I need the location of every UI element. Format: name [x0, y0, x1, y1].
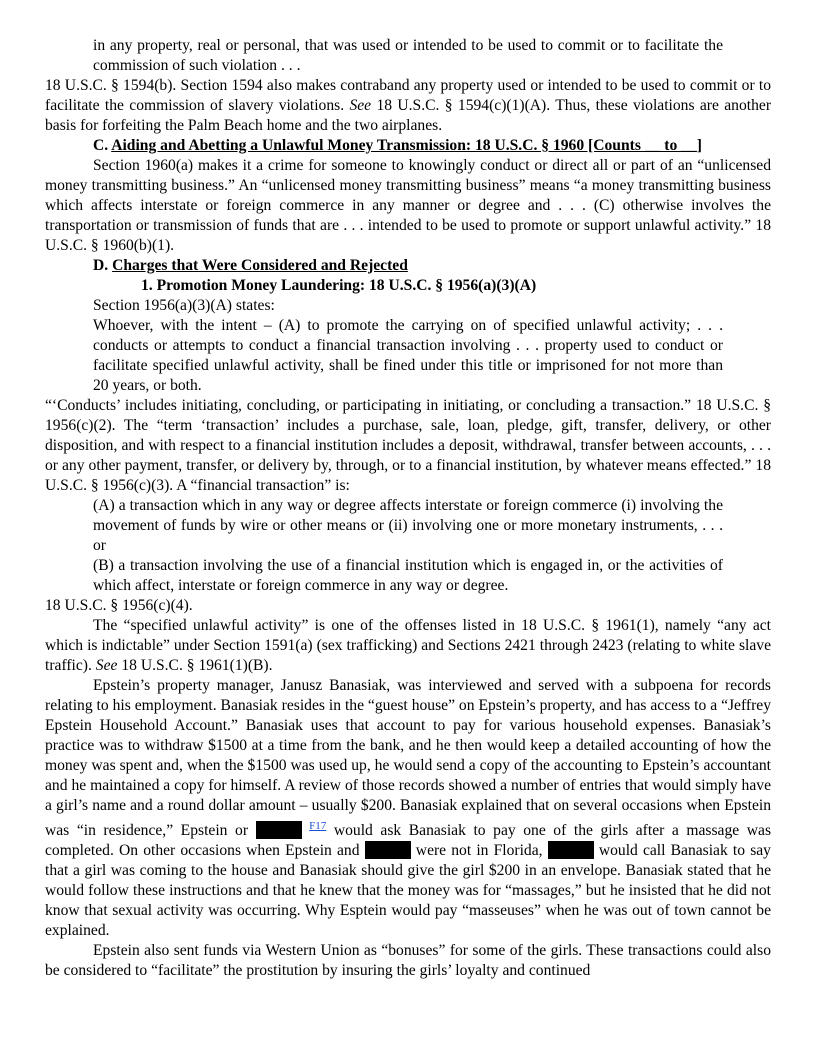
redaction-box	[365, 841, 411, 859]
paragraph-text: were not in Florida,	[410, 842, 548, 859]
statute-quote-b: (B) a transaction involving the use of a financial institution which is engaged in, or the activities of which affect, interstate or foreign commerce in any way or degree.	[93, 557, 723, 594]
heading-title: Charges that Were Considered and Rejected	[112, 257, 408, 274]
paragraph-1960: Section 1960(a) makes it a crime for someone to knowingly conduct or direct all or part of an “unlicensed money transmitting business.” An “unlicensed money transmitting business” means “a money transmitting business which affects interstate or foreign commerce in any manner or degree and . . . (C) otherwise involves the transportation or transmission of funds that are . . . intended to be used to promote or support unlawful activity.” 18 U.S.C. § 1960(b)(1).	[45, 157, 771, 254]
section-heading-c	[93, 136, 771, 156]
statute-quote-a: (A) a transaction which in any way or degree affects interstate or foreign commerce (i) involving the movement of funds by wire or other means or (ii) involving one or more monetary instruments, . . . or	[93, 497, 723, 554]
paragraph-definitions: “‘Conducts’ includes initiating, concluding, or participating in initiating, or concluding a transaction.” 18 U.S.C. § 1956(c)(2). The “term ‘transaction’ includes a purchase, sale, loan, pledge, gift, transfer, delivery, or other disposition, and with respect to a financial institution includes a deposit, withdrawal, transfer between accounts, . . . or any other payment, transfer, or delivery by, through, or to a financial institution, by whatever means effected.” 18 U.S.C. § 1956(c)(3). A “financial transaction” is:	[45, 397, 771, 494]
paragraph-text: 18 U.S.C. § 1594(c)(1)(A). Thus, these violations are another basis for forfeiting the Palm Beach home and the two airplanes.	[45, 97, 772, 134]
paragraph-text: 18 U.S.C. § 1594(b). Section 1594 also makes contraband any property used or intended to be used to commit or to facilitate the commission of slavery violations.	[45, 77, 771, 114]
paragraph-1594	[45, 76, 771, 136]
subheading-promotion-laundering: 1. Promotion Money Laundering: 18 U.S.C. § 1956(a)(3)(A)	[141, 277, 537, 294]
statute-quote-1594: in any property, real or personal, that was used or intended to be used to commit or to facilitate the commission of such violation . . .	[93, 37, 723, 74]
statute-quote-1956: Whoever, with the intent – (A) to promote the carrying on of specified unlawful activity; . . . conducts or attempts to conduct a financial transaction involving . . . property used to conduct or facilitate specified unlawful activity, shall be fined under this title or imprisoned for not more than 20 years, or both.	[93, 317, 723, 394]
paragraph-text: would call Banasiak to say that a girl was coming to the house and Banasiak should give the girl $200 in an envelope. Banasiak stated that he would follow these instructions and that he knew that the money was for “massages,” but he insisted that he did not know that sexual activity was occurring. Why Esptein would pay “masseuses” when he was out of town cannot be explained.	[45, 842, 771, 939]
citation-1956c4: 18 U.S.C. § 1956(c)(4).	[45, 597, 193, 614]
paragraph-text: Epstein’s property manager, Janusz Banasiak, was interviewed and served with a subpoena for records relating to his employment. Banasiak resides in the “guest house” on Epstein’s property, and has access to a “Jeffrey Epstein Household Account.” Banasiak uses that account to pay for various household expenses. Banasiak’s practice was to withdraw $1500 at a time from the bank, and he then would keep a detailed accounting of how the money was spent and, when the $1500 was used up, he would send a copy of the accounting to Epstein’s accountant and he maintained a copy for himself. A review of those records showed a number of entries that would simply have a girl’s name and a round dollar amount – usually $200. Banasiak explained that on several occasions when Epstein was “in residence,” Epstein or	[45, 677, 771, 839]
heading-label: C.	[93, 137, 112, 154]
paragraph-banasiak	[45, 676, 771, 941]
redaction-box	[256, 821, 302, 839]
see-signal: See	[95, 657, 118, 674]
paragraph-specified-activity	[45, 616, 771, 676]
statute-intro: Section 1956(a)(3)(A) states:	[93, 297, 275, 314]
paragraph-western-union: Epstein also sent funds via Western Union as “bonuses” for some of the girls. These transactions could also be considered to “facilitate” the prostitution by insuring the girls’ loyalty and continued	[45, 942, 771, 979]
redaction-box	[548, 841, 594, 859]
section-heading-d	[93, 256, 771, 276]
see-signal: See	[349, 97, 372, 114]
paragraph-text: 18 U.S.C. § 1961(1)(B).	[117, 657, 273, 674]
footnote-link[interactable]: F17	[309, 820, 327, 832]
heading-label: D.	[93, 257, 113, 274]
heading-title: Aiding and Abetting a Unlawful Money Transmission: 18 U.S.C. § 1960 [Counts __ to __]	[111, 137, 702, 154]
paragraph-text: The “specified unlawful activity” is one of the offenses listed in 18 U.S.C. § 1961(1), namely “any act which is indictable” under Section 1591(a) (sex trafficking) and Sections 2421 through 2423 (relating to white slave traffic).	[45, 617, 771, 674]
paragraph-text: would ask Banasiak to pay one of the girls after a massage was completed. On other occasions when Epstein and	[45, 822, 772, 859]
document-page	[45, 36, 771, 981]
